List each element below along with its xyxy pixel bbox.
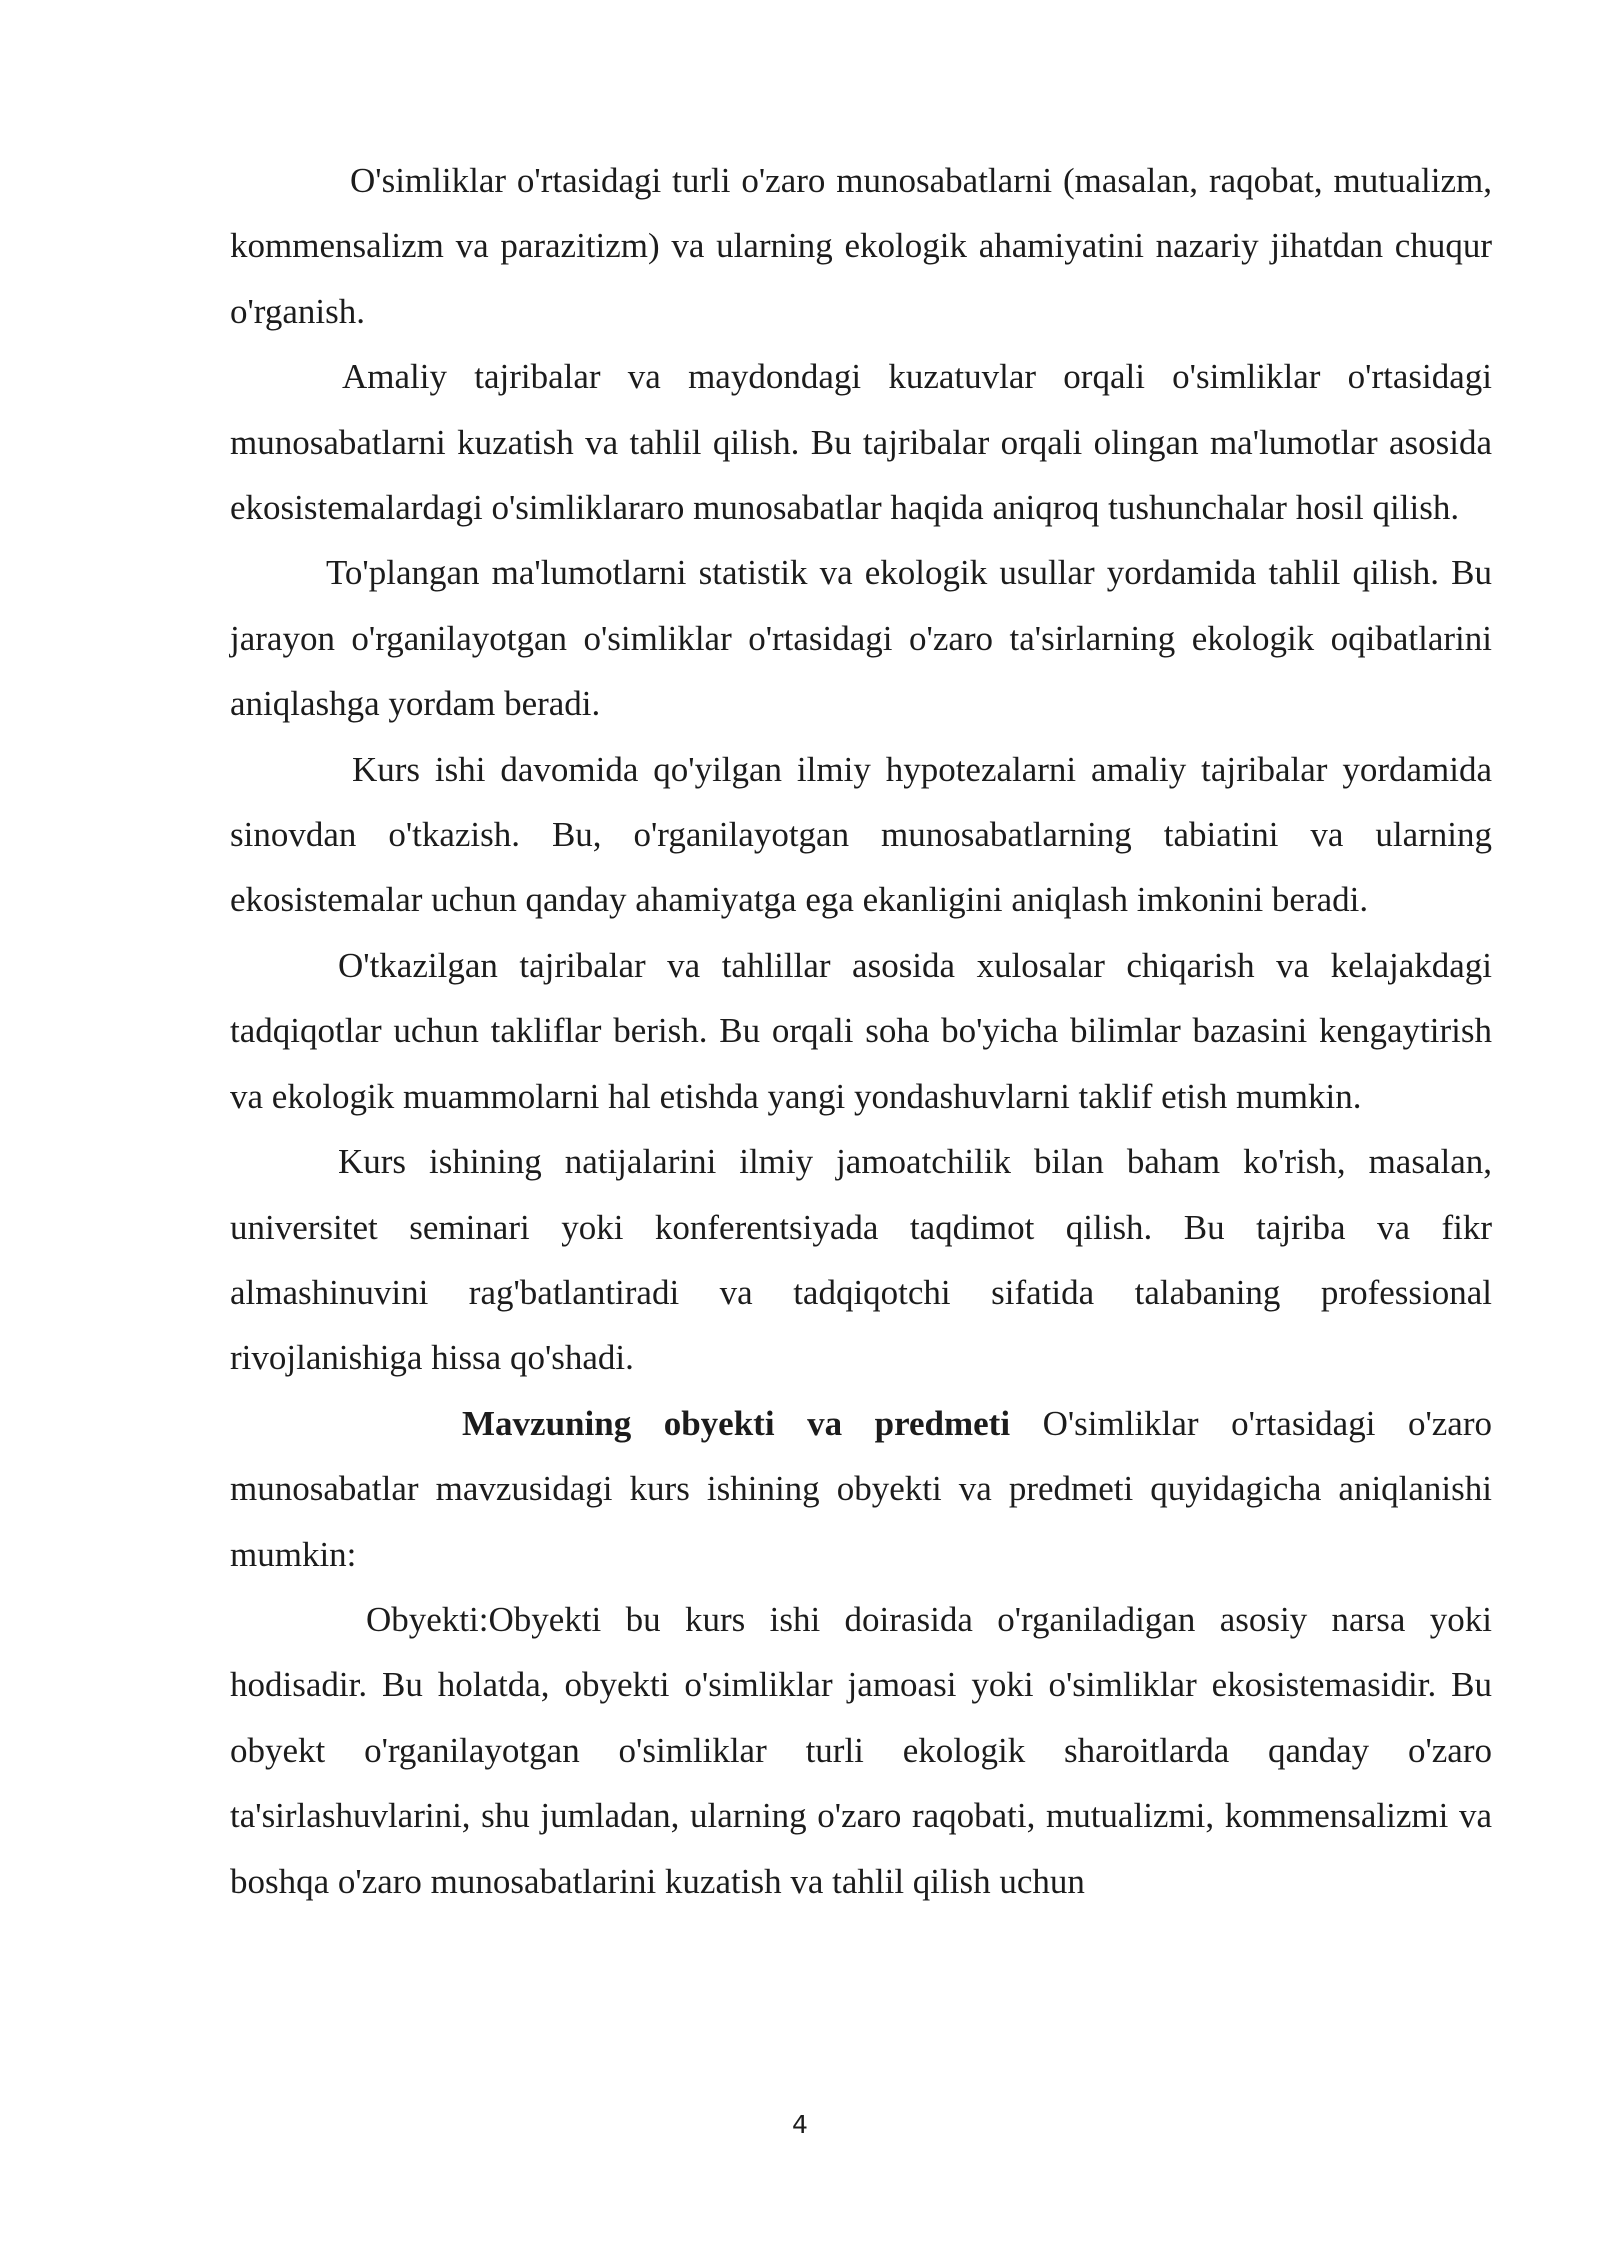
object-paragraph: Obyekti:Obyekti bu kurs ishi doirasida o'rganiladigan asosiy narsa yoki hodisadir. Bu holatda, obyekti o'simliklar jamoasi yoki o'simliklar ekosistemasidir. Bu obyekt o'rganilayotgan o'simliklar turli ekologik sharoitlarda qanday o'zaro ta'sirlashuvlarini, shu jumladan, ularning o'zaro raqobati, mutualizmi, kommensalizmi va boshqa o'zaro munosabatlarini kuzatish va tahlil qilish uchun (230, 1599, 1492, 1901)
paragraph: O'tkazilgan tajribalar va tahlillar asosida xulosalar chiqarish va kelajakdagi tadqiqotlar uchun takliflar berish. Bu orqali soha bo'yicha bilimlar bazasini kengaytirish va ekologik muammolarni hal etishda yangi yondashuvlarni taklif etish mumkin. (230, 945, 1492, 1116)
paragraph: To'plangan ma'lumotlarni statistik va ekologik usullar yordamida tahlil qilish. Bu jarayon o'rganilayotgan o'simliklar o'rtasidagi o'zaro ta'sirlarning ekologik oqibatlarini aniqlashga yordam beradi. (230, 553, 1492, 724)
paragraph: Kurs ishining natijalarini ilmiy jamoatchilik bilan baham ko'rish, masalan, universitet seminari yoki konferentsiyada taqdimot qilish. Bu tajriba va fikr almashinuvini rag'batlantiradi va tadqiqotchi sifatida talabaning professional rivojlanishiga hissa qo'shadi. (230, 1142, 1492, 1378)
subject-paragraph-text: O'simliklar o'rtasidagi o'zaro munosabatlar mavzusidagi kurs ishining obyekti va predmeti quyidagicha aniqlanishi mumkin: (230, 1403, 1492, 1574)
body-text (230, 148, 1492, 1914)
page-number: 4 (792, 2110, 808, 2139)
paragraph: Amaliy tajribalar va maydondagi kuzatuvlar orqali o'simliklar o'rtasidagi munosabatlarni kuzatish va tahlil qilish. Bu tajribalar orqali olingan ma'lumotlar asosida ekosistemalardagi o'simliklararo munosabatlar haqida aniqroq tushunchalar hosil qilish. (230, 357, 1492, 528)
paragraph: Kurs ishi davomida qo'yilgan ilmiy hypotezalarni amaliy tajribalar yordamida sinovdan o'tkazish. Bu, o'rganilayotgan munosabatlarning tabiatini va ularning ekosistemalar uchun qanday ahamiyatga ega ekanligini aniqlash imkonini beradi. (230, 749, 1492, 920)
paragraph: O'simliklar o'rtasidagi turli o'zaro munosabatlarni (masalan, raqobat, mutualizm, kommensalizm va parazitizm) va ularning ekologik ahamiyatini nazariy jihatdan chuqur o'rganish. (230, 161, 1492, 331)
section-heading: Mavzuning obyekti va predmeti (462, 1403, 1011, 1443)
subject-paragraph (230, 1391, 1492, 1587)
